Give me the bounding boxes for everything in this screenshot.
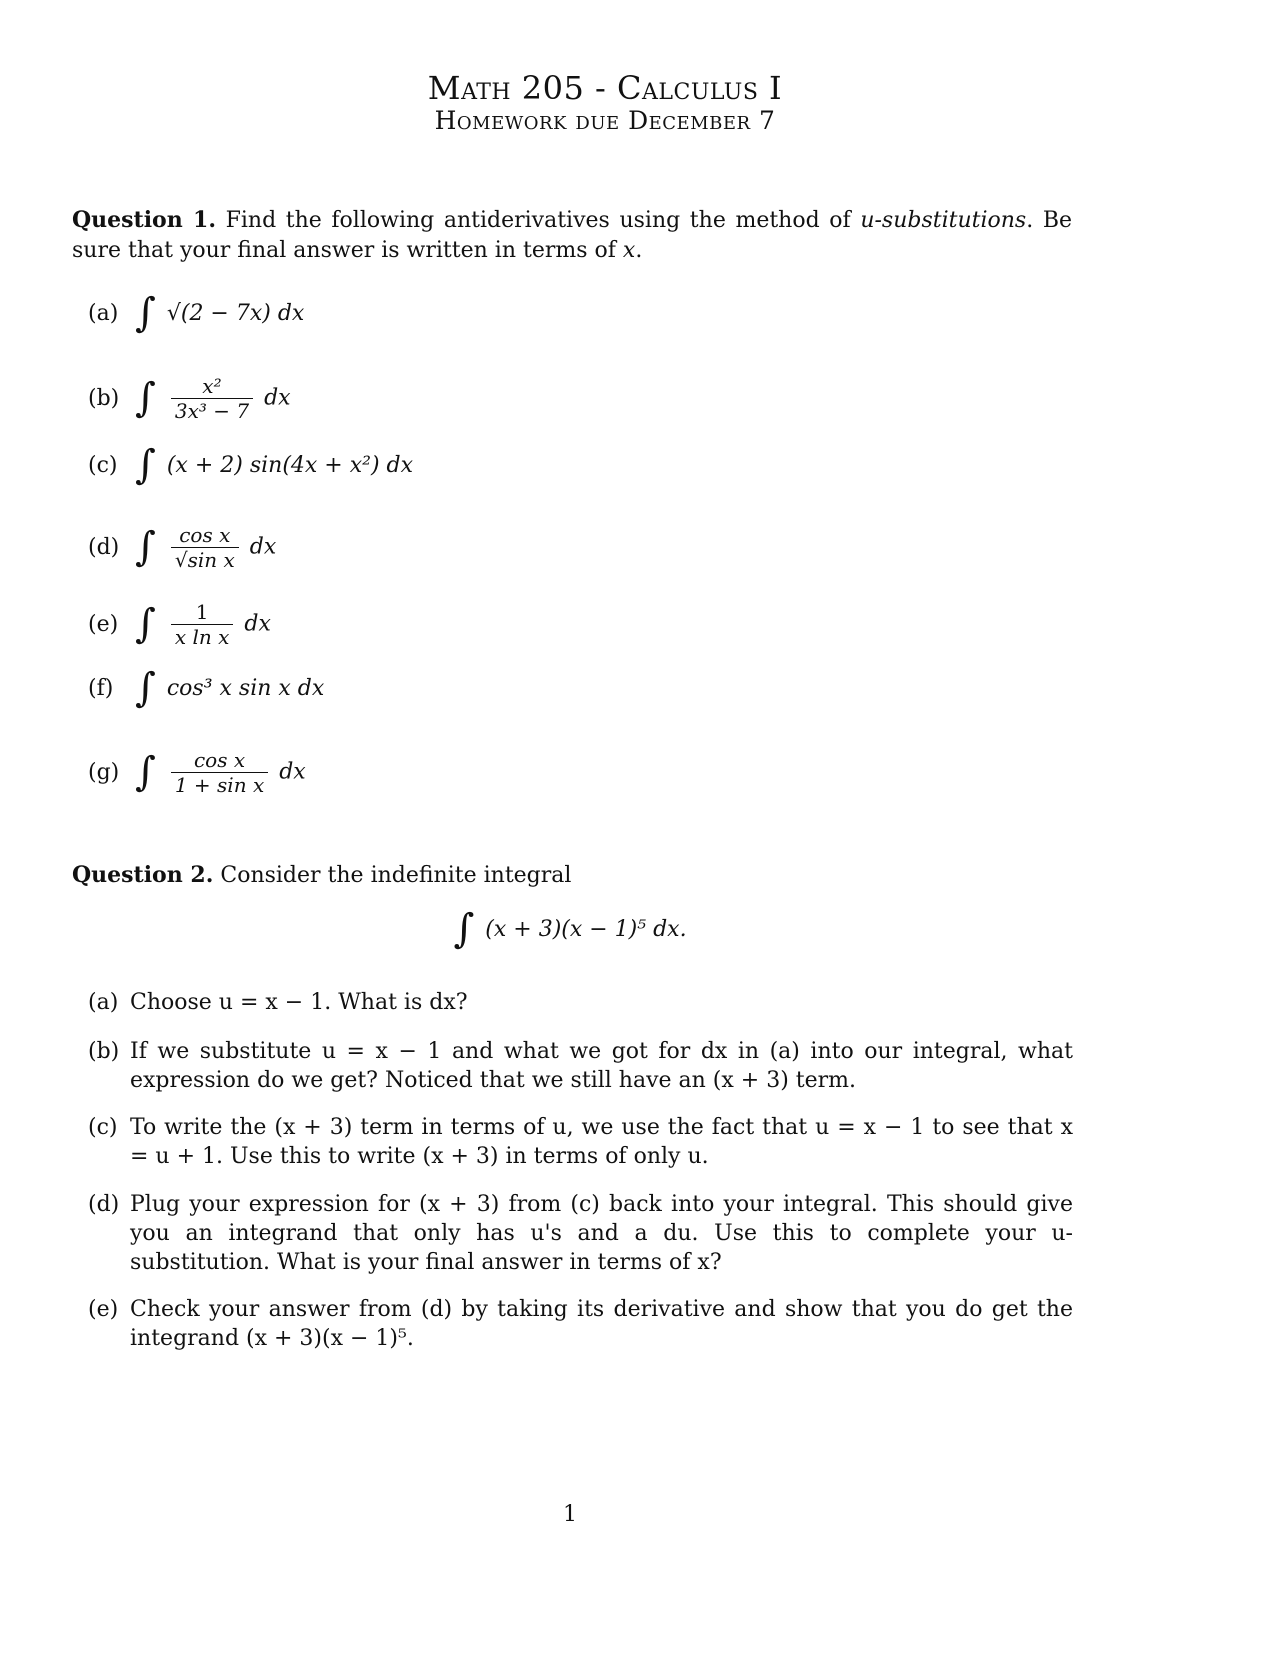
part-label: (a) xyxy=(88,990,119,1015)
question-1-emphasis: u-substitutions xyxy=(860,208,1027,233)
numerator: 1 xyxy=(195,600,209,624)
fraction xyxy=(171,523,239,572)
question-2-text: Consider the indefinite integral xyxy=(220,863,572,888)
item-label: (f) xyxy=(88,676,114,701)
item-label: (e) xyxy=(88,611,119,637)
item-label: (c) xyxy=(88,453,118,478)
q1-item-f xyxy=(88,665,325,711)
question-2-display-integral xyxy=(0,906,1140,952)
part-text: Plug your expression for (x + 3) from (c) back into your integral. This should give you an integrand that only has u's and a du. Use this to complete your u-substitution. What is your final answer in terms of x? xyxy=(130,1192,1073,1275)
q1-item-c xyxy=(88,442,414,488)
q2-part-e xyxy=(88,1295,1073,1353)
denominator: √sin x xyxy=(171,547,239,572)
differential: dx xyxy=(244,611,271,637)
q2-part-b xyxy=(88,1037,1073,1095)
numerator: cos x xyxy=(193,748,246,772)
integral-sign: ∫ xyxy=(135,374,156,421)
question-1-prompt xyxy=(72,205,1072,266)
q2-part-d xyxy=(88,1190,1073,1277)
page-number: 1 xyxy=(563,1502,577,1527)
differential: dx xyxy=(249,534,277,560)
differential: dx xyxy=(264,385,291,411)
part-label: (c) xyxy=(88,1115,118,1140)
numerator: cos x xyxy=(179,523,231,547)
q2-part-c xyxy=(88,1113,1073,1171)
question-2-label: Question 2. xyxy=(72,862,214,888)
integrand: cos³ x sin x dx xyxy=(166,676,325,701)
differential: dx xyxy=(279,759,306,785)
page-subtitle: Homework due December 7 xyxy=(434,106,776,135)
part-text: Check your answer from (d) by taking its derivative and show that you do get the integrand (x + 3)(x − 1)⁵. xyxy=(130,1297,1073,1351)
numerator: x² xyxy=(202,374,222,398)
question-2-prompt xyxy=(72,860,1072,891)
part-label: (b) xyxy=(88,1039,120,1064)
integral-sign: ∫ xyxy=(135,442,156,488)
q2-part-a xyxy=(88,988,1073,1017)
question-1-text-2: . Be sure that your final answer is written in terms of xyxy=(72,208,1073,263)
q1-item-d xyxy=(88,523,276,572)
fraction xyxy=(171,374,253,423)
denominator: 1 + sin x xyxy=(171,772,268,797)
integral-sign: ∫ xyxy=(135,523,156,570)
part-text: Choose u = x − 1. What is dx? xyxy=(130,990,468,1015)
integral-sign: ∫ xyxy=(135,748,156,795)
integral-sign: ∫ xyxy=(135,290,156,336)
page-title: Math 205 - Calculus I xyxy=(427,69,783,107)
question-1-variable: x xyxy=(622,238,636,263)
integrand: (x + 2) sin(4x + x²) dx xyxy=(166,453,414,478)
q1-item-a xyxy=(88,290,305,336)
question-1-text: Find the following antiderivatives using the method of xyxy=(225,208,851,233)
denominator: x ln x xyxy=(171,624,234,649)
fraction xyxy=(171,748,268,797)
integrand: √(2 − 7x) dx xyxy=(166,301,305,326)
q1-item-e xyxy=(88,600,271,649)
denominator: 3x³ − 7 xyxy=(171,398,253,423)
part-label: (d) xyxy=(88,1192,120,1217)
item-label: (d) xyxy=(88,534,120,560)
integral-sign: ∫ xyxy=(135,665,156,711)
item-label: (a) xyxy=(88,301,119,326)
question-1-label: Question 1. xyxy=(72,207,216,233)
item-label: (g) xyxy=(88,759,120,785)
q1-item-g xyxy=(88,748,306,797)
header xyxy=(0,70,1210,136)
part-label: (e) xyxy=(88,1297,119,1322)
part-text: To write the (x + 3) term in terms of u, we use the fact that u = x − 1 to see that x = u + 1. Use this to write (x + 3) in terms of only u. xyxy=(130,1115,1073,1169)
integral-sign: ∫ xyxy=(135,600,156,647)
display-integrand: (x + 3)(x − 1)⁵ dx. xyxy=(485,917,687,942)
fraction xyxy=(171,600,234,649)
integral-sign: ∫ xyxy=(453,906,475,952)
q1-item-b xyxy=(88,374,291,423)
item-label: (b) xyxy=(88,385,120,411)
question-1-period: . xyxy=(635,238,643,263)
part-text: If we substitute u = x − 1 and what we got for dx in (a) into our integral, what expression do we get? Noticed that we still have an (x + 3) term. xyxy=(130,1039,1073,1093)
